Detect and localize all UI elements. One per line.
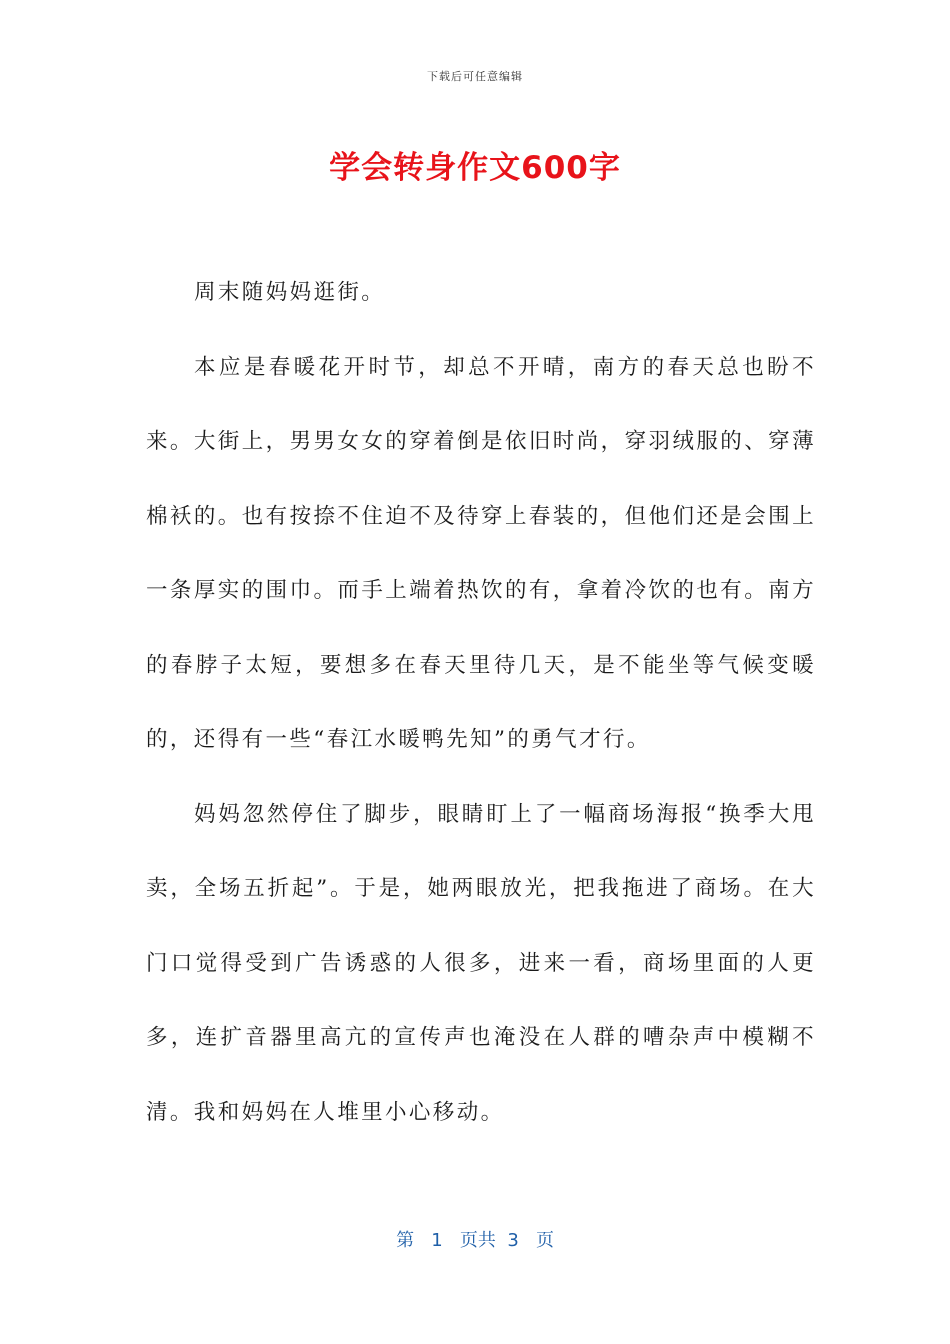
total-pages-number: 3 [507, 1230, 519, 1251]
header-note: 下载后可任意编辑 [427, 70, 523, 83]
paragraph-1: 周末随妈妈逛街。 [194, 280, 386, 305]
page-footer [0, 1226, 950, 1252]
current-page-number: 1 [431, 1230, 443, 1251]
document-body [146, 256, 816, 1150]
paragraph-2: 本应是春暖花开时节，却总不开晴，南方的春天总也盼不来。大街上，男男女女的穿着倒是依旧时尚，穿羽绒服的、穿薄棉袄的。也有按捺不住迫不及待穿上春装的，但他们还是会围上一条厚实的围巾。而手上端着热饮的有，拿着冷饮的也有。南方的春脖子太短，要想多在春天里待几天，是不能坐等气候变暖的，还得有一些“春江水暖鸭先知”的勇气才行。 [146, 354, 816, 752]
document-title: 学会转身作文600字 [329, 150, 621, 186]
page-label-mid: 页共 [459, 1230, 496, 1251]
page-label-prefix: 第 [396, 1230, 415, 1251]
page-label-suffix: 页 [535, 1230, 554, 1251]
paragraph-3: 妈妈忽然停住了脚步，眼睛盯上了一幅商场海报“换季大甩卖，全场五折起”。于是，她两眼放光，把我拖进了商场。在大门口觉得受到广告诱惑的人很多，进来一看，商场里面的人更多，连扩音器里高亢的宣传声也淹没在人群的嘈杂声中模糊不清。我和妈妈在人堆里小心移动。 [146, 801, 816, 1125]
